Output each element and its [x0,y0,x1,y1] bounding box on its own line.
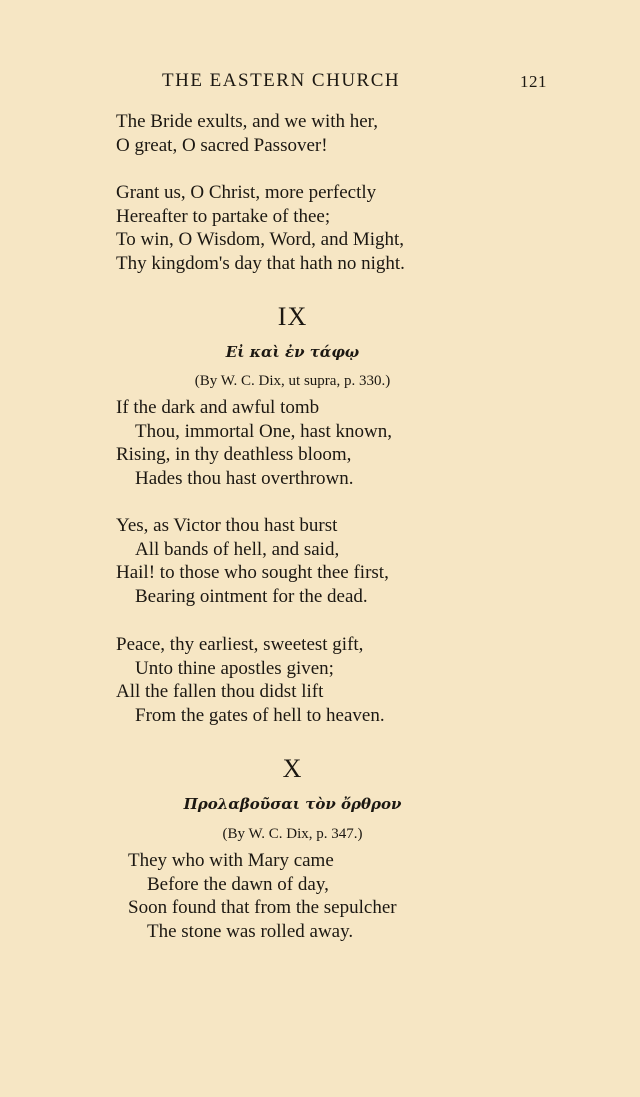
hymn-x-stanza-1 [128,849,397,943]
verse-line: If the dark and awful tomb [116,397,320,418]
verse-line: Grant us, O Christ, more perfectly [116,182,377,203]
stanza-top-1 [116,110,378,157]
hymn-x-numeral: X [282,754,303,783]
stanza-top-2 [116,181,405,275]
hymn-ix-numeral: IX [277,302,308,331]
hymn-ix-stanza-2 [116,514,389,608]
hymn-ix-greek-title: Εἰ καὶ ἐν τάφῳ [225,343,360,361]
verse-line: Thy kingdom's day that hath no night. [116,252,405,274]
verse-line: Bearing ointment for the dead. [135,585,368,607]
verse-line: Before the dawn of day, [147,873,329,895]
verse-line: O great, O sacred Passover! [116,134,328,156]
verse-line: Hail! to those who sought thee first, [116,562,389,584]
verse-line: Peace, thy earliest, sweetest gift, [116,634,364,655]
verse-line: All the fallen thou didst lift [116,681,324,703]
verse-line: Hereafter to partake of thee; [116,205,331,227]
verse-line: The stone was rolled away. [147,920,354,942]
hymn-x-attribution: (By W. C. Dix, p. 347.) [222,826,363,842]
verse-line: Hades thou hast overthrown. [135,467,354,489]
verse-line: Thou, immortal One, hast known, [135,420,392,442]
page-number: 121 [520,72,547,91]
verse-line: They who with Mary came [128,850,334,871]
verse-line: Soon found that from the sepulcher [128,897,397,919]
verse-line: To win, O Wisdom, Word, and Might, [116,229,405,251]
hymn-ix-stanza-3 [116,633,385,727]
hymn-x-greek-title: Προλαβοῦσαι τὸν ὄρθρον [183,795,402,813]
verse-line: Unto thine apostles given; [135,657,334,679]
verse-line: Rising, in thy deathless bloom, [116,444,352,466]
hymn-ix-stanza-1 [116,396,392,490]
verse-line: Yes, as Victor thou hast burst [116,515,338,536]
verse-line: All bands of hell, and said, [135,538,340,560]
verse-line: The Bride exults, and we with her, [116,111,379,132]
hymn-ix-attribution: (By W. C. Dix, ut supra, p. 330.) [194,373,391,389]
verse-line: From the gates of hell to heaven. [135,704,385,726]
running-head-title: THE EASTERN CHURCH [162,70,401,91]
